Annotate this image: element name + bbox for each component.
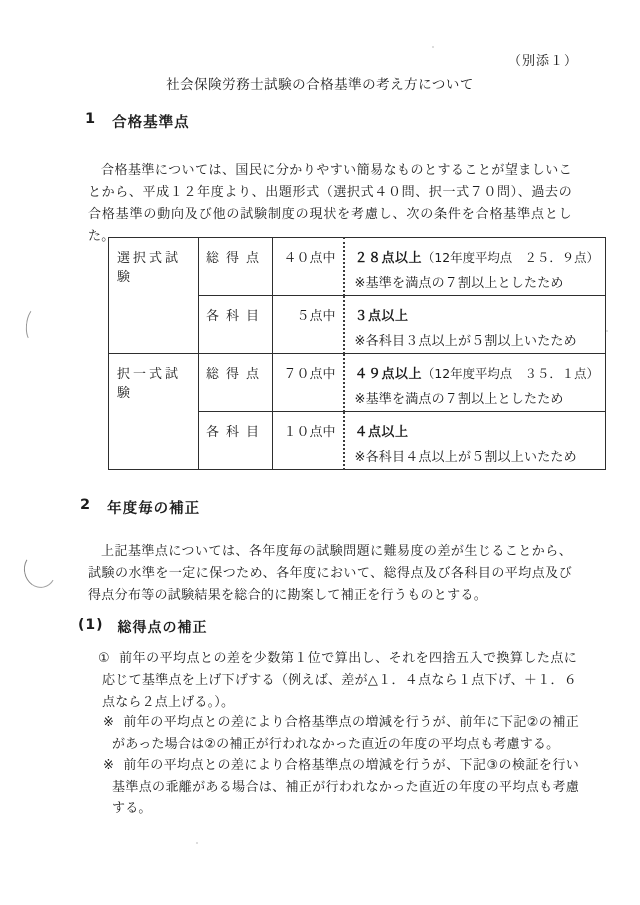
note-marker: ※ [103,715,115,730]
pen-scan-mark [24,307,43,342]
criterion-average-note: （12年度平均点 ２５．９点） [422,250,599,265]
criterion-value: ４点以上 [354,425,409,440]
cell-criterion [344,412,606,470]
note-text: 前年の平均点との差により合格基準点の増減を行うが、下記③の検証を行い基準点の乖離がある場合は、補正が行われなかった直近の年度の平均点も考慮する。 [112,758,579,816]
criterion-value: ３点以上 [354,309,409,324]
cell-max-score: ７０点中 [273,354,344,412]
pen-scan-mark [21,549,60,591]
scan-speck [432,46,434,48]
criterion-reason-note: ※基準を満点の７割以上としたため [354,276,564,291]
cell-criterion [344,238,606,296]
cell-max-score: １０点中 [273,412,344,470]
passing-criteria-table [108,237,606,470]
criterion-average-note: （12年度平均点 ３５．１点） [422,366,599,381]
cell-score-item: 各科目 [199,296,273,354]
cell-max-score: ４０点中 [273,238,344,296]
scan-speck [606,330,608,332]
cell-exam-type: 選択式試験 [109,238,199,354]
document-title: 社会保険労務士試験の合格基準の考え方について [166,77,474,93]
clause-text: 前年の平均点との差を少数第１位で算出し、それを四捨五入で換算した点に応じて基準点を上げ下げする（例えば、差が△１．４点なら１点下げ、＋１．６点なら２点上げる。）。 [102,651,577,710]
attachment-tag: （別添１） [507,54,578,69]
section-2-number: 2 [80,497,92,513]
clause-marker: ① [98,651,111,666]
criterion-value: ４９点以上 [354,367,423,382]
section-2-title: 年度毎の補正 [107,501,201,517]
subsection-1-label: (1) [78,617,104,633]
note-marker: ※ [103,758,115,773]
table-row [109,354,606,412]
section-1-title: 合格基準点 [112,115,190,131]
note-item [103,755,579,820]
clause-item-1 [98,648,577,714]
section-2-heading [80,497,200,518]
scan-speck [196,842,198,844]
criterion-reason-note: ※各科目４点以上が５割以上いたため [354,450,577,465]
clause-notes [103,712,579,820]
note-text: 前年の平均点との差により合格基準点の増減を行うが、前年に下記②の補正があった場合は②の補正が行われなかった直近の年度の平均点も考慮する。 [112,715,579,752]
criterion-value: ２８点以上 [354,251,423,266]
section-1-heading [85,111,190,132]
cell-score-item: 総得点 [199,238,273,296]
note-item [103,712,579,755]
table-row [109,238,606,296]
subsection-1-title: 総得点の補正 [117,620,208,636]
cell-exam-type: 択一式試験 [109,354,199,470]
cell-score-item: 各科目 [199,412,273,470]
cell-criterion [344,296,606,354]
section-1-paragraph: 合格基準については、国民に分かりやすい簡易なものとすることが望ましいことから、平成１２年度より、出題形式（選択式４０問、択一式７０問）、過去の合格基準の動向及び他の試験制度の現状を考慮し、次の条件を合格基準点とした。 [88,163,572,244]
subsection-1-heading [78,617,208,637]
cell-score-item: 総得点 [199,354,273,412]
section-2-paragraph: 上記基準点については、各年度毎の試験問題に難易度の差が生じることから、試験の水準を一定に保つため、各年度において、総得点及び各科目の平均点及び得点分布等の試験結果を総合的に勘案して補正を行うものとする。 [88,544,572,603]
cell-criterion [344,354,606,412]
criterion-reason-note: ※各科目３点以上が５割以上いたため [354,334,577,349]
cell-max-score: ５点中 [273,296,344,354]
section-1-number: 1 [85,111,97,127]
criterion-reason-note: ※基準を満点の７割以上としたため [354,392,564,407]
